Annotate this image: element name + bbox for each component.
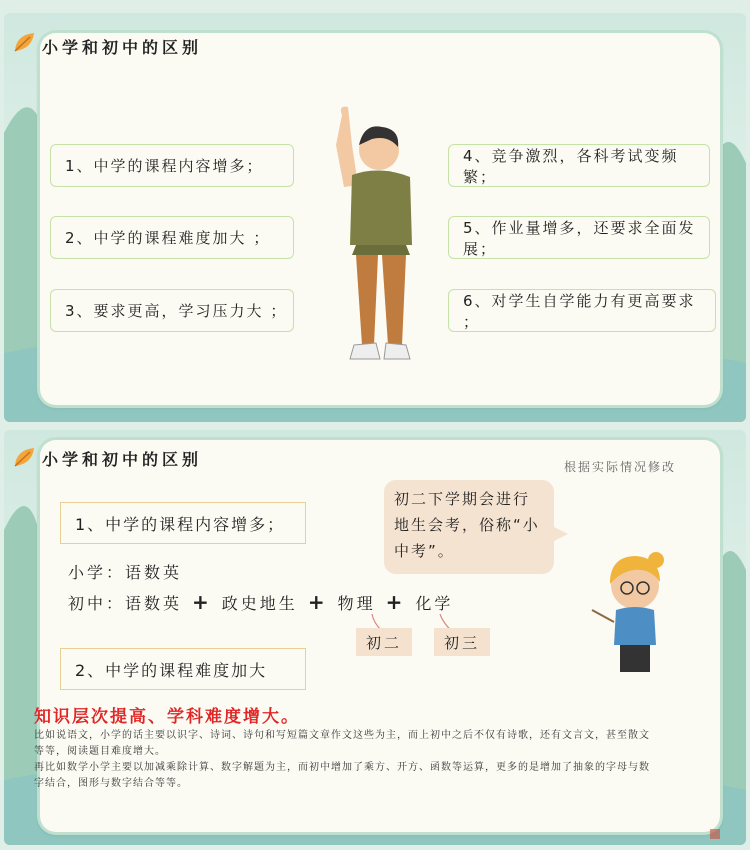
slide-title: 小学和初中的区别 — [42, 450, 203, 469]
paragraph-2: 再比如数学小学主要以加减乘除计算、数字解题为主，而初中增加了乘方、开方、函数等运算，更多的是增加了抽象的字母与数字结合，图形与数字结合等等。 — [34, 762, 650, 789]
point-1: 1、中学的课程内容增多； — [50, 144, 294, 187]
grade-3-tag: 初三 — [434, 628, 490, 656]
middle-label: 初中： — [68, 594, 126, 613]
primary-subjects: 语数英 — [125, 563, 183, 582]
section-2-box: 2、中学的课程难度加大 — [60, 648, 306, 690]
slide-title: 小学和初中的区别 — [42, 38, 203, 57]
point-6: 6、对学生自学能力有更高要求 ； — [448, 289, 716, 332]
middle-subject-3: 物理 — [337, 594, 376, 613]
slide-1 — [4, 13, 746, 422]
leaf-icon — [12, 29, 38, 55]
plus-sign: + — [385, 590, 406, 614]
teacher-illustration — [590, 550, 680, 675]
middle-subject-2: 政史地生 — [221, 594, 298, 613]
paragraph-1: 比如说语文，小学的话主要以识字、诗词、诗句和写短篇文章作文这些为主，而上初中之后不仅有诗歌，还有文言文，甚至散文等等，阅读题目难度增大。 — [34, 730, 650, 757]
slide-2 — [4, 430, 746, 845]
highlight-text: 知识层次提高、学科难度增大。 — [34, 707, 300, 727]
primary-line — [68, 560, 182, 583]
seal-stamp — [710, 829, 720, 839]
point-5: 5、作业量增多，还要求全面发展； — [448, 216, 710, 259]
middle-subject-1: 语数英 — [125, 594, 183, 613]
leaf-icon — [12, 444, 38, 470]
middle-subject-4: 化学 — [415, 594, 454, 613]
section-1-box: 1、中学的课程内容增多； — [60, 502, 306, 544]
middle-line — [68, 590, 453, 614]
edit-note: 根据实际情况修改 — [563, 460, 676, 474]
plus-sign: + — [307, 590, 328, 614]
speech-bubble: 初二下学期会进行地生会考，俗称“小中考”。 — [384, 480, 554, 574]
primary-label: 小学： — [68, 563, 126, 582]
plus-sign: + — [192, 590, 212, 614]
waving-boy-illustration — [324, 105, 424, 365]
point-4: 4、竞争激烈，各科考试变频繁； — [448, 144, 710, 187]
point-2: 2、中学的课程难度加大 ； — [50, 216, 294, 259]
point-3: 3、要求更高，学习压力大 ； — [50, 289, 294, 332]
grade-2-tag: 初二 — [356, 628, 412, 656]
